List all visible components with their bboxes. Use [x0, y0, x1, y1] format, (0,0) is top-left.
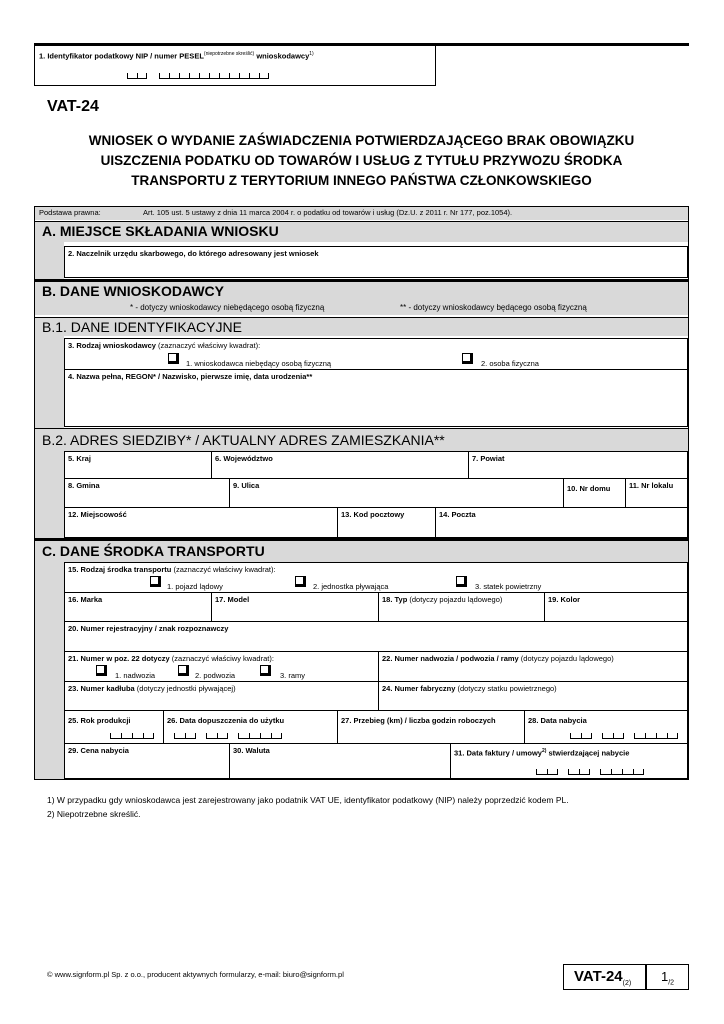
admission-date-label: 26. Data dopuszczenia do użytku	[167, 716, 285, 725]
digit-tick	[110, 733, 111, 738]
legal-basis-text: Art. 105 ust. 5 ustawy z dnia 11 marca 2004 r. o podatku od towarów i usług (Dz.U. z 2011 r. Nr 177, poz.1054).	[143, 208, 513, 217]
acquisition-date-day-cells	[570, 734, 592, 739]
form-body	[34, 206, 689, 780]
country-field[interactable]	[64, 451, 212, 479]
transport-type-label: 15. Rodzaj środka transportu (zaznaczyć właściwy kwadrat):	[68, 565, 276, 574]
digit-tick	[677, 733, 678, 738]
apartment-number-field[interactable]	[625, 478, 688, 508]
digit-tick	[643, 769, 644, 774]
number-concerns-checkbox-2[interactable]	[178, 665, 189, 676]
digit-tick	[268, 73, 269, 78]
invoice-date-day-cells	[536, 770, 558, 775]
digit-tick	[229, 73, 230, 78]
digit-tick	[238, 733, 239, 738]
invoice-date-field[interactable]	[450, 743, 688, 779]
invoice-date-year-cells	[600, 770, 644, 775]
digit-tick	[557, 769, 558, 774]
street-field[interactable]	[229, 478, 564, 508]
acquisition-date-label: 28. Data nabycia	[528, 716, 587, 725]
mileage-field[interactable]	[337, 710, 525, 744]
digit-tick	[581, 733, 582, 738]
digit-tick	[132, 733, 133, 738]
brand-label: 16. Marka	[68, 595, 103, 604]
digit-tick	[127, 73, 128, 78]
digit-tick	[227, 733, 228, 738]
footer-page-total: /2	[668, 979, 675, 987]
legal-basis-label: Podstawa prawna:	[39, 208, 101, 217]
footer-page-number: 1	[661, 969, 669, 984]
digit-tick	[206, 733, 207, 738]
number-concerns-option-2: 2. podwozia	[195, 671, 236, 680]
digit-tick	[143, 733, 144, 738]
registration-number-label: 20. Numer rejestracyjny / znak rozpoznawczy	[68, 624, 229, 633]
digit-tick	[121, 733, 122, 738]
footer-page-box	[646, 964, 689, 990]
digit-tick	[600, 769, 601, 774]
digit-tick	[579, 769, 580, 774]
digit-tick	[260, 733, 261, 738]
city-label: 12. Miejscowość	[68, 510, 127, 519]
hull-number-field[interactable]	[64, 681, 379, 711]
voivodeship-field[interactable]	[211, 451, 469, 479]
post-office-label: 14. Poczta	[439, 510, 476, 519]
section-c-margin	[35, 562, 64, 779]
digit-tick	[667, 733, 668, 738]
number-concerns-label: 21. Numer w poz. 22 dotyczy (zaznaczyć właściwy kwadrat):	[68, 654, 274, 663]
factory-number-label: 24. Numer fabryczny (dotyczy statku powietrznego)	[382, 684, 557, 693]
factory-number-field[interactable]	[378, 681, 688, 711]
postal-code-label: 13. Kod pocztowy	[341, 510, 405, 519]
transport-type-checkbox-1[interactable]	[150, 576, 161, 587]
digit-tick	[239, 73, 240, 78]
digit-tick	[249, 733, 250, 738]
digit-tick	[570, 733, 571, 738]
color-field[interactable]	[544, 592, 688, 622]
house-number-field[interactable]	[563, 478, 626, 508]
number-concerns-checkbox-1[interactable]	[96, 665, 107, 676]
tax-office-field[interactable]	[64, 246, 688, 278]
taxpayer-id-label: 1. Identyfikator podatkowy NIP / numer $PESEL^{(niepotrzebne skreślić)}$ wnioskodawcy$^{1)}$	[39, 51, 314, 61]
id-digit-group	[159, 74, 269, 79]
post-office-field[interactable]	[435, 507, 688, 538]
digit-tick	[656, 733, 657, 738]
production-year-digit-cells	[110, 734, 154, 739]
purchase-price-field[interactable]	[64, 743, 230, 779]
body-chassis-number-field[interactable]	[378, 651, 688, 682]
tax-office-label: 2. Naczelnik urzędu skarbowego, do którego adresowany jest wniosek	[68, 249, 319, 258]
footer-credit: © www.signform.pl Sp. z o.o., producent aktywnych formularzy, e-mail: biuro@signform.pl	[47, 970, 344, 979]
digit-tick	[169, 73, 170, 78]
digit-tick	[185, 733, 186, 738]
digit-tick	[271, 733, 272, 738]
applicant-type-field	[64, 338, 688, 370]
invoice-date-month-cells	[568, 770, 590, 775]
admission-date-month-cells	[206, 734, 228, 739]
digit-tick	[159, 73, 160, 78]
footer-form-code: VAT-24	[574, 968, 623, 985]
admission-date-year-cells	[238, 734, 282, 739]
section-a-header: A. MIEJSCE SKŁADANIA WNIOSKU	[35, 221, 688, 242]
section-b1-margin	[35, 336, 64, 428]
transport-type-option-1: 1. pojazd lądowy	[167, 582, 223, 591]
transport-type-option-3: 3. statek powietrzny	[475, 582, 542, 591]
digit-tick	[174, 733, 175, 738]
digit-tick	[633, 769, 634, 774]
section-b-header: B. DANE WNIOSKODAWCY * - dotyczy wnioskodawcy niebędącego osobą fizyczną ** - dotyczy wnioskodawcy będącego osobą fizyczną	[35, 279, 688, 315]
currency-label: 30. Waluta	[233, 746, 270, 755]
type-label: 18. Typ (dotyczy pojazdu lądowego)	[382, 595, 503, 604]
section-b2-header: B.2. ADRES SIEDZIBY* / AKTUALNY ADRES ZAMIESZKANIA**	[35, 428, 688, 452]
body-chassis-number-label: 22. Numer nadwozia / podwozia / ramy (dotyczy pojazdu lądowego)	[382, 654, 614, 663]
mileage-label: 27. Przebieg (km) / liczba godzin roboczych	[341, 716, 496, 725]
digit-tick	[195, 733, 196, 738]
hull-number-label: 23. Numer kadłuba (dotyczy jednostki pływającej)	[68, 684, 236, 693]
registration-number-field[interactable]	[64, 621, 688, 652]
digit-tick	[217, 733, 218, 738]
transport-type-checkbox-2[interactable]	[295, 576, 306, 587]
digit-tick	[137, 73, 138, 78]
country-label: 5. Kraj	[68, 454, 91, 463]
footnote-1: 1) W przypadku gdy wnioskodawca jest zarejestrowany jako podatnik VAT UE, identyfikator podatkowy (NIP) należy poprzedzić kodem PL.	[47, 795, 569, 805]
digit-tick	[153, 733, 154, 738]
footnote-2: 2) Niepotrzebne skreślić.	[47, 809, 141, 819]
applicant-type-label: 3. Rodzaj wnioskodawcy (zaznaczyć właściwy kwadrat):	[68, 341, 261, 350]
footnotes	[47, 793, 569, 821]
legal-basis-row	[35, 207, 688, 220]
digit-tick	[602, 733, 603, 738]
production-year-label: 25. Rok produkcji	[68, 716, 131, 725]
form-code: VAT-24	[47, 98, 99, 115]
brand-field[interactable]	[64, 592, 212, 622]
taxpayer-id-box[interactable]	[34, 46, 436, 86]
footer-form-version: (2)	[622, 980, 632, 987]
city-field[interactable]	[64, 507, 338, 538]
digit-tick	[611, 769, 612, 774]
section-b2-margin	[35, 452, 64, 538]
digit-tick	[634, 733, 635, 738]
digit-tick	[645, 733, 646, 738]
digit-tick	[536, 769, 537, 774]
digit-tick	[613, 733, 614, 738]
form-title: WNIOSEK O WYDANIE ZAŚWIADCZENIA POTWIERDZAJĄCEGO BRAK OBOWIĄZKU UISZCZENIA PODATKU OD TOWARÓW I USŁUG Z TYTUŁU PRZYWOZU ŚRODKA TRANSPORTU Z TERYTORIUM INNEGO PAŃSTWA CZŁONKOWSKIEGO	[88, 133, 635, 188]
number-concerns-field	[64, 651, 379, 682]
id-digit-group	[127, 74, 147, 79]
apartment-number-label: 11. Nr lokalu	[629, 481, 674, 490]
digit-tick	[199, 73, 200, 78]
postal-code-field[interactable]	[337, 507, 436, 538]
number-concerns-option-3: 3. ramy	[280, 671, 306, 680]
county-field[interactable]	[468, 451, 688, 479]
number-concerns-checkbox-3[interactable]	[260, 665, 271, 676]
type-field[interactable]	[378, 592, 545, 622]
transport-type-option-2: 2. jednostka pływająca	[313, 582, 389, 591]
admission-date-day-cells	[174, 734, 196, 739]
street-label: 9. Ulica	[233, 481, 260, 490]
acquisition-date-month-cells	[602, 734, 624, 739]
county-label: 7. Powiat	[472, 454, 505, 463]
admission-date-field[interactable]	[163, 710, 338, 744]
digit-tick	[589, 769, 590, 774]
digit-tick	[179, 73, 180, 78]
applicant-type-checkbox-2[interactable]	[462, 353, 473, 364]
digit-tick	[547, 769, 548, 774]
transport-type-checkbox-3[interactable]	[456, 576, 467, 587]
section-b-note-natural-person: ** - dotyczy wnioskodawcy będącego osobą fizyczną	[400, 303, 587, 312]
digit-tick	[622, 769, 623, 774]
digit-tick	[209, 73, 210, 78]
digit-tick	[259, 73, 260, 78]
section-b1-header: B.1. DANE IDENTYFIKACYJNE	[35, 317, 688, 336]
production-year-field[interactable]	[64, 710, 164, 744]
invoice-date-label: 31. Data faktury / umowy$^{2)}$ stwierdzającej nabycie	[454, 748, 630, 758]
digit-tick	[146, 73, 147, 78]
applicant-type-option-2: 2. osoba fizyczna	[481, 359, 539, 368]
currency-field[interactable]	[229, 743, 451, 779]
section-c-header: C. DANE ŚRODKA TRANSPORTU	[35, 538, 688, 562]
municipality-label: 8. Gmina	[68, 481, 100, 490]
acquisition-date-year-cells	[634, 734, 678, 739]
digit-tick	[249, 73, 250, 78]
footer-form-code-box	[563, 964, 646, 990]
applicant-name-label: 4. Nazwa pełna, REGON* / Nazwisko, pierwsze imię, data urodzenia**	[68, 372, 313, 381]
house-number-label: 10. Nr domu	[567, 484, 611, 493]
digit-tick	[568, 769, 569, 774]
section-a-margin	[35, 242, 64, 279]
taxpayer-id-digit-cells[interactable]	[127, 74, 327, 79]
digit-tick	[591, 733, 592, 738]
applicant-name-field[interactable]	[64, 369, 688, 427]
digit-tick	[623, 733, 624, 738]
digit-tick	[189, 73, 190, 78]
model-field[interactable]	[211, 592, 379, 622]
purchase-price-label: 29. Cena nabycia	[68, 746, 129, 755]
acquisition-date-field[interactable]	[524, 710, 688, 744]
model-label: 17. Model	[215, 595, 250, 604]
applicant-type-checkbox-1[interactable]	[168, 353, 179, 364]
section-b-note-legal-entity: * - dotyczy wnioskodawcy niebędącego osobą fizyczną	[130, 303, 325, 312]
color-label: 19. Kolor	[548, 595, 581, 604]
voivodeship-label: 6. Województwo	[215, 454, 273, 463]
municipality-field[interactable]	[64, 478, 230, 508]
digit-tick	[281, 733, 282, 738]
applicant-type-option-1: 1. wnioskodawca niebędący osobą fizyczną	[186, 359, 332, 368]
transport-type-field	[64, 562, 688, 593]
digit-tick	[219, 73, 220, 78]
number-concerns-option-1: 1. nadwozia	[115, 671, 156, 680]
